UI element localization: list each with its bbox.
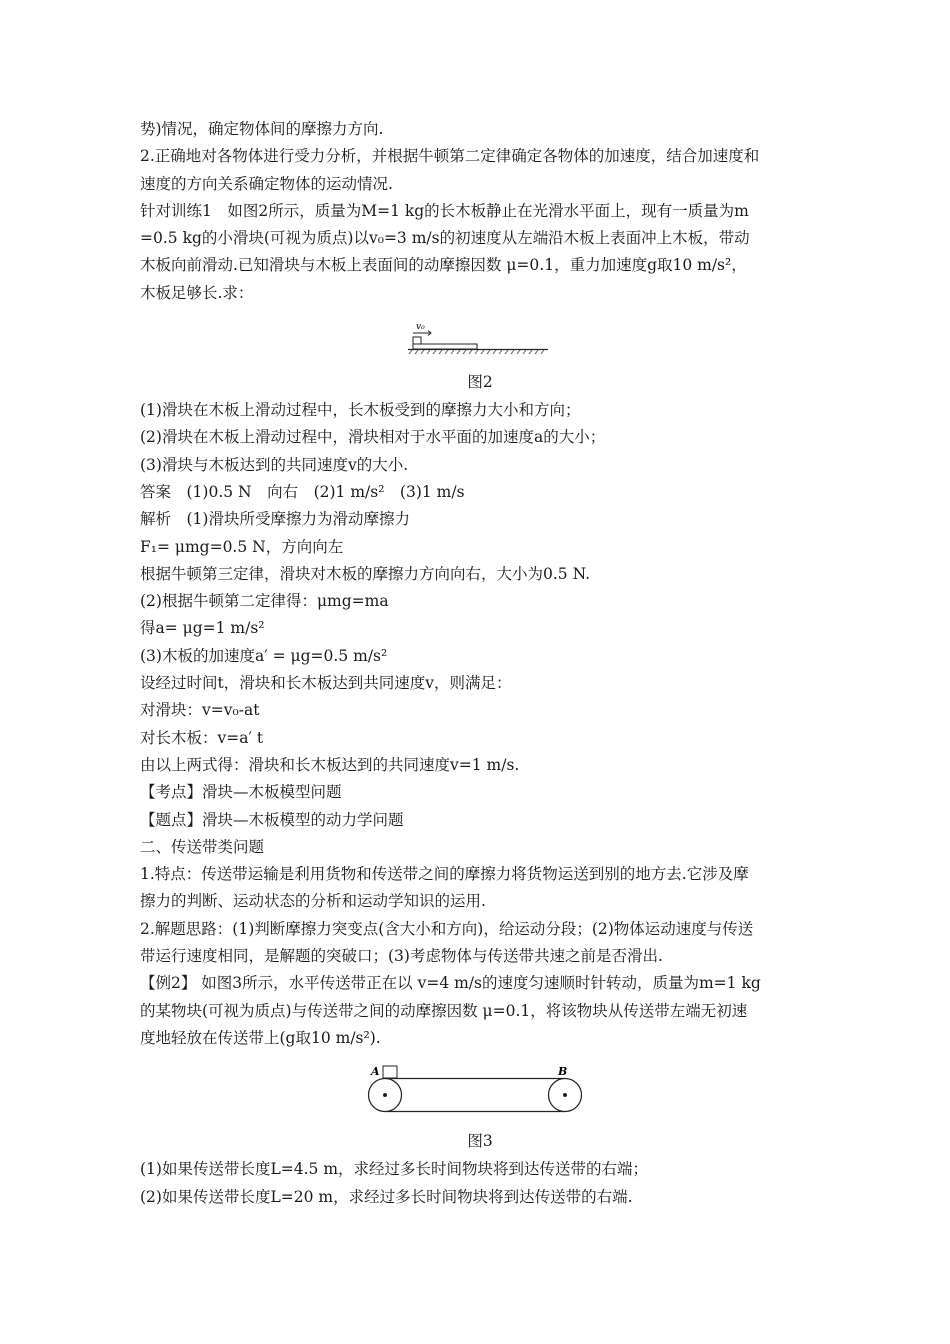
- document-page: [140, 116, 820, 1211]
- velocity-label: v₀: [416, 322, 425, 333]
- text-line: =0.5 kg的小滑块(可视为质点)以v₀=3 m/s的初速度从左端沿木板上表面冲上木板，带动: [140, 229, 750, 248]
- text-line: 1.特点：传送带运输是利用货物和传送带之间的摩擦力将货物运送到别的地方去.它涉及摩: [140, 865, 749, 884]
- text-line: 度地轻放在传送带上(g取10 m/s²).: [140, 1028, 381, 1047]
- text-line: 【例2】 如图3所示，水平传送带正在以 v=4 m/s的速度匀速顺时针转动，质量为m=1 kg: [140, 974, 761, 993]
- text-line: 设经过时间t，滑块和长木板达到共同速度v，则满足：: [140, 674, 512, 693]
- answer-line: 答案 (1)0.5 N 向右 (2)1 m/s² (3)1 m/s: [140, 482, 465, 501]
- point-a-label: A: [371, 1065, 380, 1079]
- slider-block: [413, 337, 421, 344]
- text-block-mid: [140, 397, 820, 1052]
- question-line: (1)如果传送带长度L=4.5 m，求经过多长时间物块将到达传送带的右端；: [140, 1160, 649, 1179]
- point-b-label: B: [558, 1065, 568, 1079]
- text-block-bottom: [140, 1156, 820, 1211]
- text-line: 2.解题思路：(1)判断摩擦力突变点(含大小和方向)，给运动分段；(2)物体运动速度与传送: [140, 919, 754, 938]
- figure-3: [140, 1059, 820, 1119]
- text-line: 【题点】滑块—木板模型的动力学问题: [140, 810, 404, 829]
- text-line: 对长木板：v=a′ t: [140, 728, 264, 747]
- question-line: (2)如果传送带长度L=20 m，求经过多长时间物块将到达传送带的右端.: [140, 1187, 633, 1206]
- text-line: (3)滑块与木板达到的共同速度v的大小.: [140, 455, 409, 474]
- right-axle: [563, 1093, 567, 1097]
- text-line: F₁= μmg=0.5 N，方向向左: [140, 537, 344, 556]
- text-line: 势)情况，确定物体间的摩擦力方向.: [140, 120, 384, 138]
- figure-3-caption: 图3: [467, 1132, 493, 1151]
- text-line: 根据牛顿第三定律，滑块对木板的摩擦力方向向右，大小为0.5 N.: [140, 564, 591, 583]
- text-line: 针对训练1 如图2所示，质量为M=1 kg的长木板静止在光滑水平面上，现有一质量为m: [140, 201, 749, 220]
- text-line: 2.正确地对各物体进行受力分析，并根据牛顿第二定律确定各物体的加速度，结合加速度和: [140, 147, 760, 166]
- text-line: 得a= μg=1 m/s²: [140, 619, 265, 638]
- text-line: (1)滑块在木板上滑动过程中，长木板受到的摩擦力大小和方向；: [140, 401, 581, 420]
- text-line: 对滑块：v=v₀-at: [140, 701, 260, 720]
- conveyor-belt-diagram: [140, 1059, 820, 1119]
- board-block-diagram: [140, 317, 820, 359]
- text-line: 的某物块(可视为质点)与传送带之间的动摩擦因数 μ=0.1，将该物块从传送带左端无初速: [140, 1001, 748, 1020]
- text-line: 带运行速度相同，是解题的突破口；(3)考虑物体与传送带共速之前是否滑出.: [140, 947, 663, 966]
- long-board: [413, 344, 477, 349]
- text-line: (2)根据牛顿第二定律得：μmg=ma: [140, 592, 389, 611]
- section-heading: 二、传送带类问题: [140, 837, 265, 856]
- left-axle: [383, 1093, 387, 1097]
- ground-hatching: [409, 350, 544, 354]
- text-line: 擦力的判断、运动状态的分析和运动学知识的运用.: [140, 892, 486, 911]
- text-line: 由以上两式得：滑块和长木板达到的共同速度v=1 m/s.: [140, 755, 520, 774]
- text-line: 木板向前滑动.已知滑块与木板上表面间的动摩擦因数 μ=0.1，重力加速度g取10 m/s²，: [140, 256, 747, 275]
- figure-2-caption: 图2: [467, 373, 493, 392]
- text-line: (3)木板的加速度a′ = μg=0.5 m/s²: [140, 646, 388, 665]
- text-block-top: [140, 116, 820, 307]
- text-line: (2)滑块在木板上滑动过程中，滑块相对于水平面的加速度a的大小；: [140, 428, 606, 447]
- text-line: 【考点】滑块—木板模型问题: [140, 783, 342, 802]
- object-block: [383, 1066, 397, 1078]
- figure-2: [140, 317, 820, 359]
- text-line: 速度的方向关系确定物体的运动情况.: [140, 174, 393, 193]
- text-line: 解析 (1)滑块所受摩擦力为滑动摩擦力: [140, 510, 410, 529]
- text-line: 木板足够长.求：: [140, 283, 254, 302]
